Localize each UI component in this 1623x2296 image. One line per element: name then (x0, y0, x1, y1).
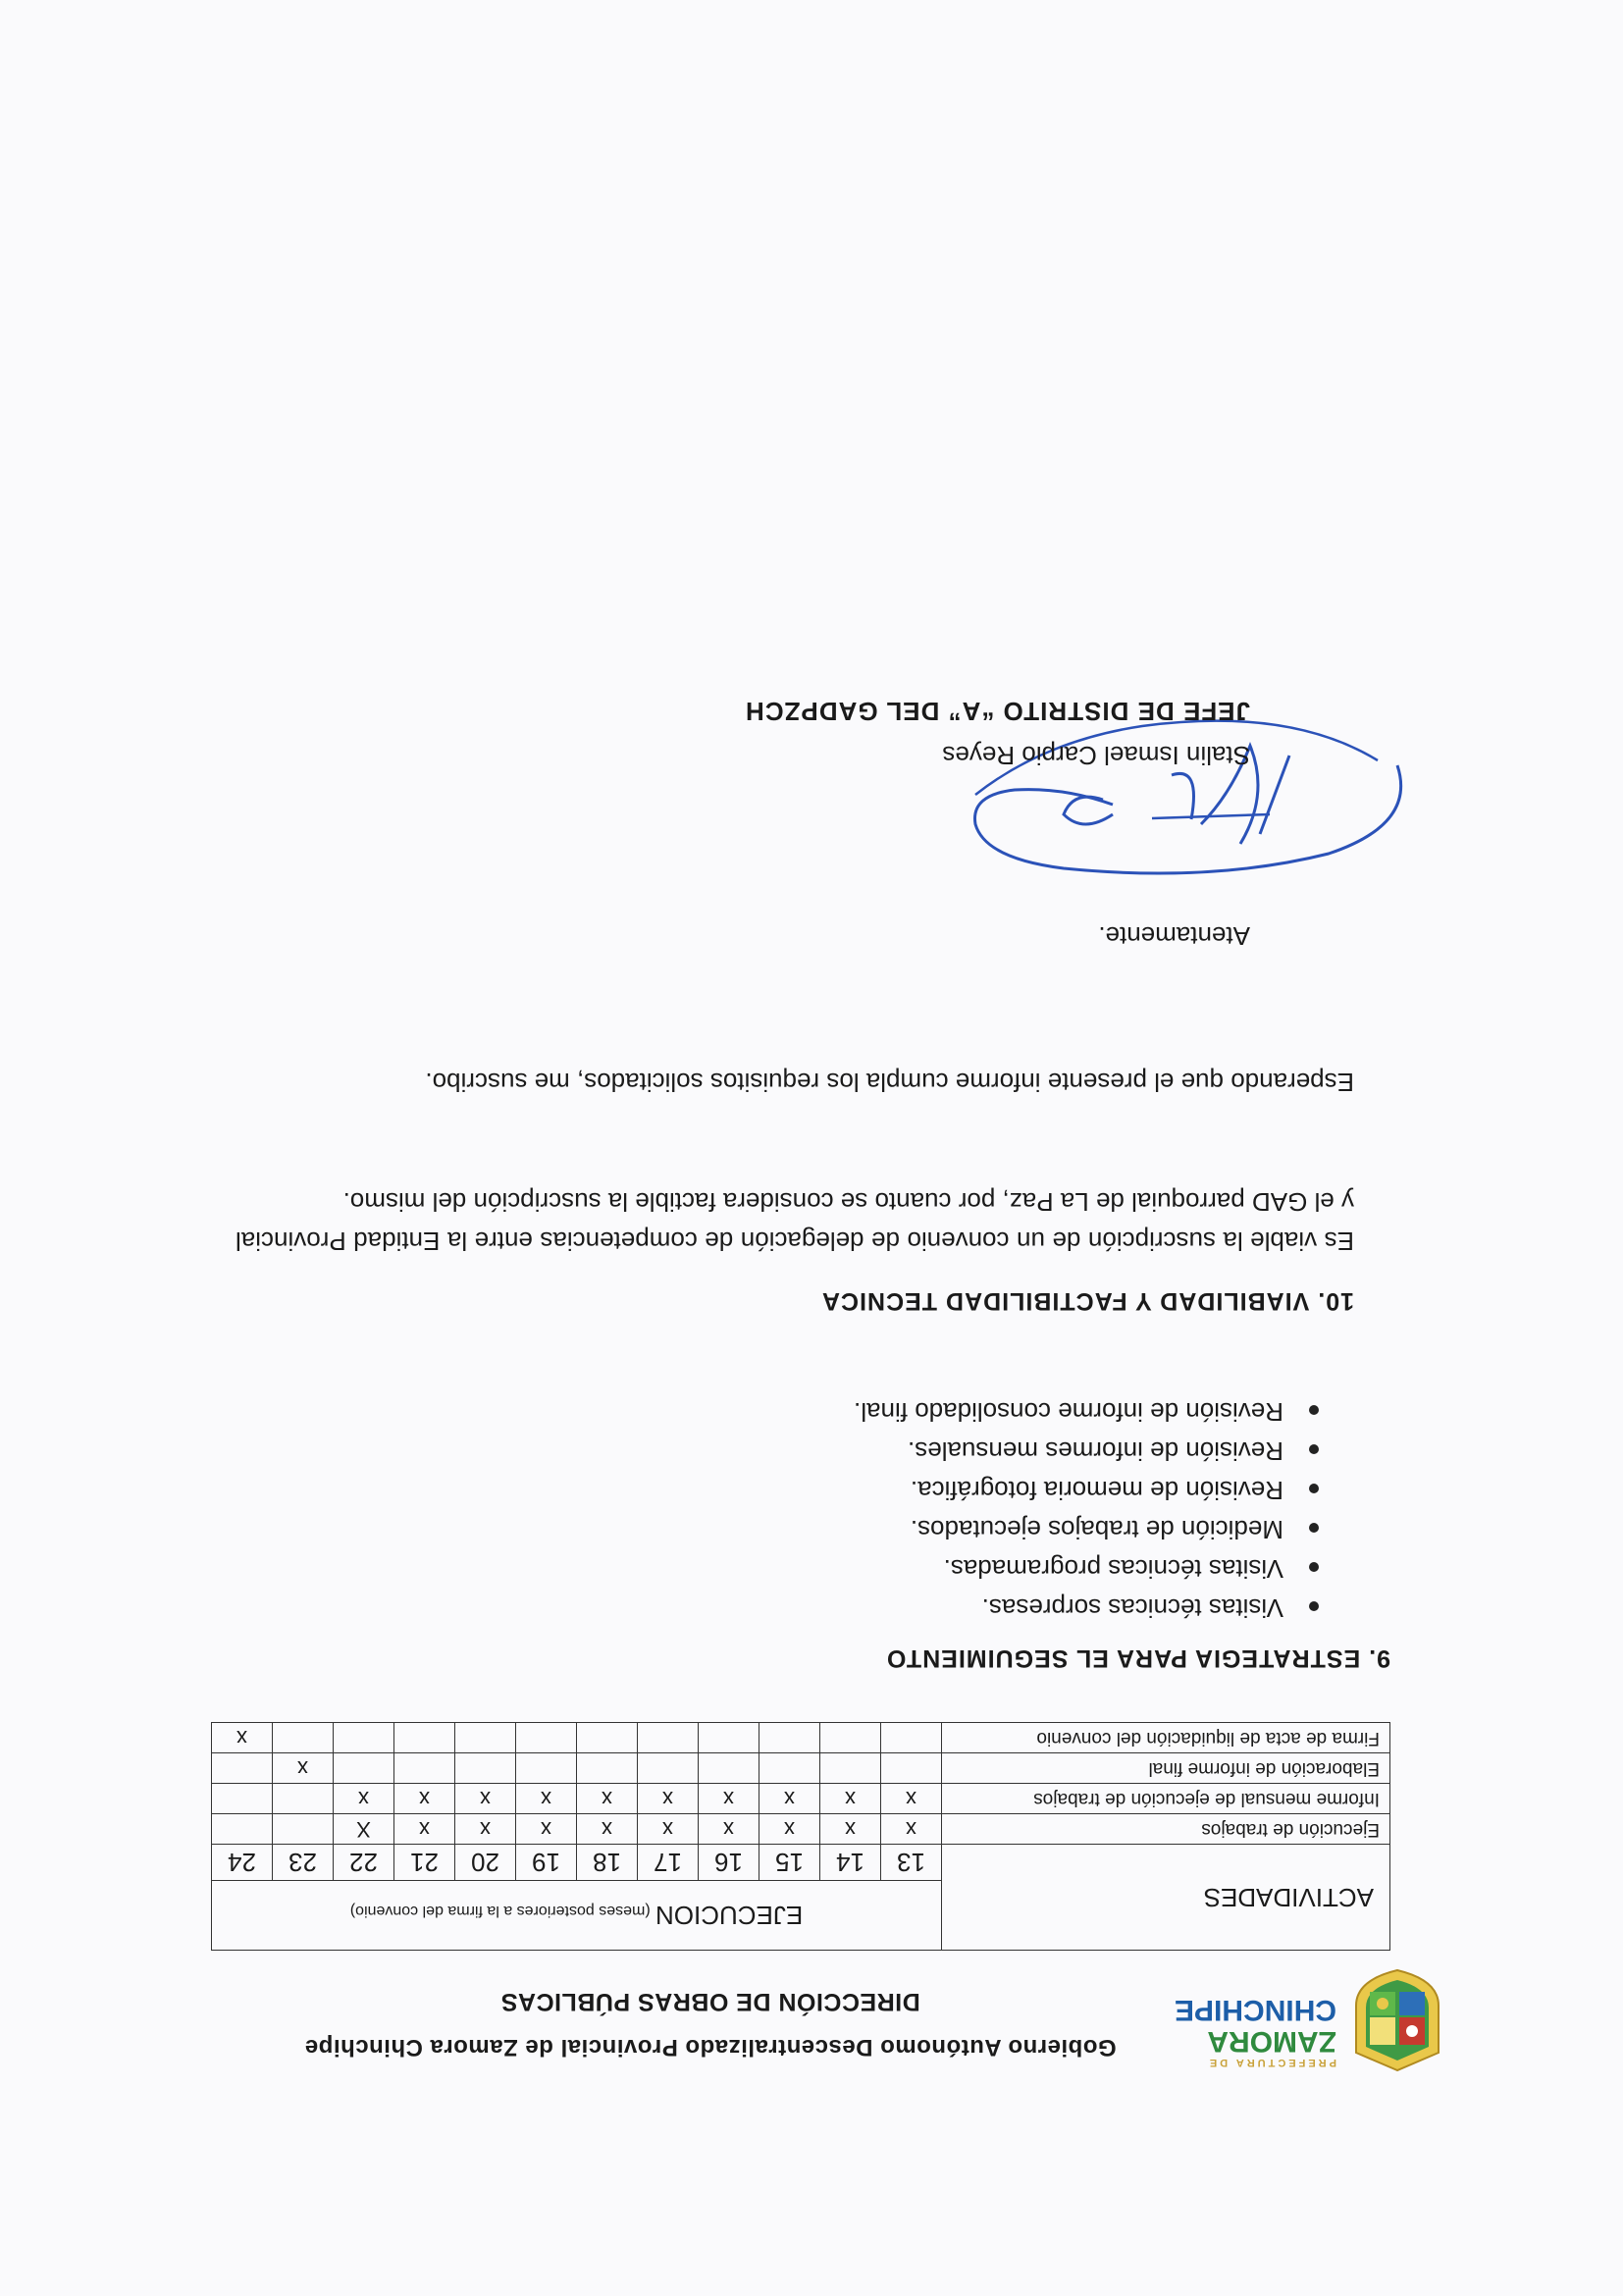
month-header: 13 (881, 1845, 942, 1881)
schedule-mark-cell: x (638, 1784, 699, 1814)
schedule-mark-cell (759, 1753, 820, 1784)
section-9-title: 9. ESTRATEGIA PARA EL SEGUIMIENTO (885, 1644, 1390, 1672)
schedule-mark-cell (881, 1723, 942, 1753)
list-item-text: Revisión de memoria fotográfica. (910, 1476, 1283, 1505)
list-item (854, 1427, 1319, 1466)
list-item-text: Revisión de informes mensuales. (908, 1436, 1283, 1466)
bullet-icon (1309, 1405, 1319, 1415)
schedule-mark-cell (212, 1814, 273, 1845)
schedule-mark-cell: x (881, 1784, 942, 1814)
table-row (212, 1753, 1390, 1784)
schedule-mark-cell: x (759, 1784, 820, 1814)
month-header: 18 (577, 1845, 638, 1881)
logo-line1: ZAMORA (1207, 2025, 1336, 2058)
activity-cell: Elaboración de informe final (942, 1753, 1390, 1784)
schedule-mark-cell (699, 1753, 759, 1784)
schedule-mark-cell: x (638, 1814, 699, 1845)
schedule-mark-cell (455, 1723, 516, 1753)
schedule-mark-cell (334, 1753, 394, 1784)
header-ejecucion-label: EJECUCION (654, 1901, 804, 1931)
schedule-mark-cell: x (699, 1814, 759, 1845)
month-header: 17 (638, 1845, 699, 1881)
month-header: 21 (394, 1845, 455, 1881)
schedule-mark-cell: x (212, 1723, 273, 1753)
closing-text: Esperando que el presente informe cumpla los requisitos solicitados, me suscribo. (425, 1068, 1354, 1097)
schedule-mark-cell (699, 1723, 759, 1753)
section-10-title: 10. VIABILIDAD Y FACTIBILIDAD TECNICA (820, 1287, 1354, 1315)
schedule-mark-cell: x (394, 1814, 455, 1845)
schedule-mark-cell (638, 1753, 699, 1784)
list-item (854, 1466, 1319, 1505)
schedule-mark-cell: x (455, 1814, 516, 1845)
schedule-mark-cell: x (516, 1814, 577, 1845)
list-item (854, 1584, 1319, 1623)
schedule-mark-cell (273, 1814, 334, 1845)
list-item (854, 1544, 1319, 1584)
schedule-mark-cell (577, 1753, 638, 1784)
list-item-text: Visitas técnicas programadas. (943, 1554, 1283, 1584)
logo-small-text: PREFECTURA DE (1206, 2057, 1336, 2068)
month-header: 22 (334, 1845, 394, 1881)
signatory-name: Stalin Ismael Carpio Reyes (942, 741, 1250, 770)
schedule-mark-cell: x (516, 1784, 577, 1814)
schedule-mark-cell: x (699, 1784, 759, 1814)
activity-cell: Firma de acta de liquidación del convenio (942, 1723, 1390, 1753)
schedule-mark-cell: x (759, 1814, 820, 1845)
activities-table-body (212, 1723, 1390, 1845)
bullet-icon (1309, 1562, 1319, 1572)
schedule-mark-cell (394, 1753, 455, 1784)
schedule-mark-cell (577, 1723, 638, 1753)
month-header: 15 (759, 1845, 820, 1881)
schedule-mark-cell (638, 1723, 699, 1753)
schedule-mark-cell (273, 1784, 334, 1814)
list-item (854, 1387, 1319, 1427)
letterhead (171, 1987, 1250, 2061)
table-row (212, 1723, 1390, 1753)
schedule-mark-cell: x (273, 1753, 334, 1784)
schedule-mark-cell: x (394, 1784, 455, 1814)
activities-schedule-table (211, 1722, 1390, 1951)
list-item-text: Revisión de informe consolidado final. (854, 1397, 1283, 1427)
section-10-paragraph: Es viable la suscripción de un convenio de delegación de competencias entre la Entidad Provincial y el GAD parroquial de La Paz, por cuanto se considera factible la suscripción del mismo. (236, 1187, 1354, 1256)
schedule-mark-cell (212, 1753, 273, 1784)
schedule-mark-cell (759, 1723, 820, 1753)
header-ejecucion (212, 1881, 942, 1951)
month-header: 19 (516, 1845, 577, 1881)
logo-line2: CHINCHIPE (1174, 1994, 1336, 2026)
schedule-mark-cell: x (455, 1784, 516, 1814)
schedule-mark-cell: x (334, 1784, 394, 1814)
signatory-title: JEFE DE DISTRITO “A” DEL GADPZCH (745, 697, 1250, 726)
schedule-mark-cell: x (820, 1784, 881, 1814)
header-ejecucion-note: (meses posteriores a la firma del convenio) (349, 1903, 651, 1920)
month-header: 24 (212, 1845, 273, 1881)
schedule-mark-cell: x (577, 1784, 638, 1814)
bullet-icon (1309, 1523, 1319, 1533)
month-header: 14 (820, 1845, 881, 1881)
table-row (212, 1784, 1390, 1814)
schedule-mark-cell (820, 1753, 881, 1784)
list-item-text: Visitas técnicas sorpresas. (981, 1593, 1283, 1623)
list-item (854, 1505, 1319, 1544)
table-row (212, 1814, 1390, 1845)
section-9-list (854, 1387, 1319, 1623)
schedule-mark-cell (820, 1723, 881, 1753)
header-actividades: ACTIVIDADES (942, 1845, 1390, 1951)
bullet-icon (1309, 1444, 1319, 1454)
month-header: 20 (455, 1845, 516, 1881)
department-name: DIRECCIÓN DE OBRAS PÚBLICAS (500, 1988, 920, 2015)
schedule-mark-cell (334, 1723, 394, 1753)
bullet-icon (1309, 1484, 1319, 1493)
schedule-mark-cell: X (334, 1814, 394, 1845)
provincial-emblem-icon (1348, 1966, 1446, 2074)
schedule-mark-cell (212, 1784, 273, 1814)
organization-name: Gobierno Autónomo Descentralizado Provincial de Zamora Chinchipe (304, 2034, 1117, 2061)
schedule-mark-cell: x (881, 1814, 942, 1845)
schedule-mark-cell (516, 1723, 577, 1753)
schedule-mark-cell (881, 1753, 942, 1784)
schedule-mark-cell: x (577, 1814, 638, 1845)
schedule-mark-cell (394, 1723, 455, 1753)
schedule-mark-cell (273, 1723, 334, 1753)
month-header: 23 (273, 1845, 334, 1881)
month-header: 16 (699, 1845, 759, 1881)
schedule-mark-cell (516, 1753, 577, 1784)
activity-cell: Informe mensual de ejecución de trabajos (942, 1784, 1390, 1814)
activity-cell: Ejecución de trabajos (942, 1814, 1390, 1845)
schedule-mark-cell (455, 1753, 516, 1784)
bullet-icon (1309, 1601, 1319, 1611)
regards-text: Atentamente. (1098, 921, 1250, 951)
list-item-text: Medición de trabajos ejecutados. (910, 1515, 1283, 1544)
schedule-mark-cell: x (820, 1814, 881, 1845)
